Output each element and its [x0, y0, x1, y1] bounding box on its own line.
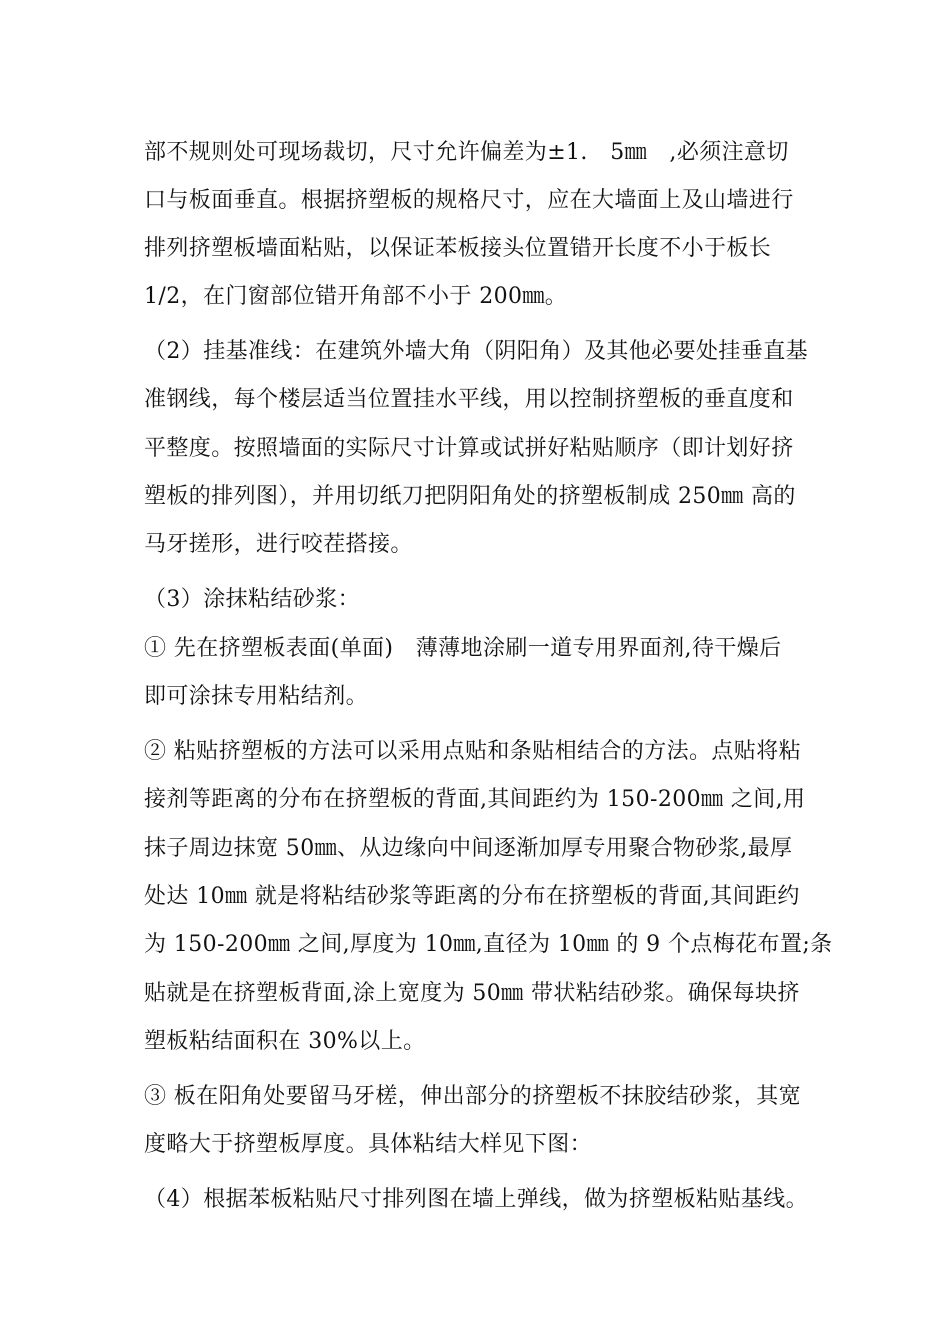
- text-line: 抹子周边抹宽 50㎜、从边缘向中间逐渐加厚专用聚合物砂浆,最厚: [144, 836, 793, 861]
- text-line: （2）挂基准线：在建筑外墙大角（阴阳角）及其他必要处挂垂直基: [144, 339, 808, 364]
- text-line: 口与板面垂直。根据挤塑板的规格尺寸，应在大墙面上及山墙进行: [144, 188, 794, 213]
- text-line: 1/2，在门窗部位错开角部不小于 200㎜。: [144, 284, 568, 309]
- text-line: 部不规则处可现场裁切，尺寸允许偏差为±1. 5㎜ ,必须注意切: [144, 140, 789, 165]
- text-line: 马牙搓形，进行咬茬搭接。: [144, 532, 413, 557]
- text-line: 即可涂抹专用粘结剂。: [144, 684, 369, 709]
- text-line: 准钢线，每个楼层适当位置挂水平线，用以控制挤塑板的垂直度和: [144, 387, 794, 412]
- text-line: ② 粘贴挤塑板的方法可以采用点贴和条贴相结合的方法。点贴将粘: [144, 739, 801, 764]
- text-line: 度略大于挤塑板厚度。具体粘结大样见下图：: [144, 1132, 593, 1157]
- text-line: （3）涂抹粘结砂浆：: [144, 587, 360, 612]
- text-line: ③ 板在阳角处要留马牙槎，伸出部分的挤塑板不抹胶结砂浆，其宽: [144, 1084, 801, 1109]
- text-line: 接剂等距离的分布在挤塑板的背面,其间距约为 150-200㎜ 之间,用: [144, 787, 806, 812]
- text-line: （4）根据苯板粘贴尺寸排列图在墙上弹线，做为挤塑板粘贴基线。: [144, 1187, 808, 1212]
- text-line: ① 先在挤塑板表面(单面) 薄薄地涂刷一道专用界面剂,待干燥后: [144, 636, 782, 661]
- text-line: 排列挤塑板墙面粘贴，以保证苯板接头位置错开长度不小于板长: [144, 236, 772, 261]
- text-line: 贴就是在挤塑板背面,涂上宽度为 50㎜ 带状粘结砂浆。确保每块挤: [144, 981, 800, 1006]
- text-line: 处达 10㎜ 就是将粘结砂浆等距离的分布在挤塑板的背面,其间距约: [144, 884, 800, 909]
- text-line: 塑板的排列图），并用切纸刀把阴阳角处的挤塑板制成 250㎜ 高的: [144, 484, 796, 509]
- text-line: 塑板粘结面积在 30%以上。: [144, 1029, 426, 1054]
- text-line: 为 150-200㎜ 之间,厚度为 10㎜,直径为 10㎜ 的 9 个点梅花布置;条: [144, 932, 833, 957]
- text-line: 平整度。按照墙面的实际尺寸计算或试拼好粘贴顺序（即计划好挤: [144, 436, 794, 461]
